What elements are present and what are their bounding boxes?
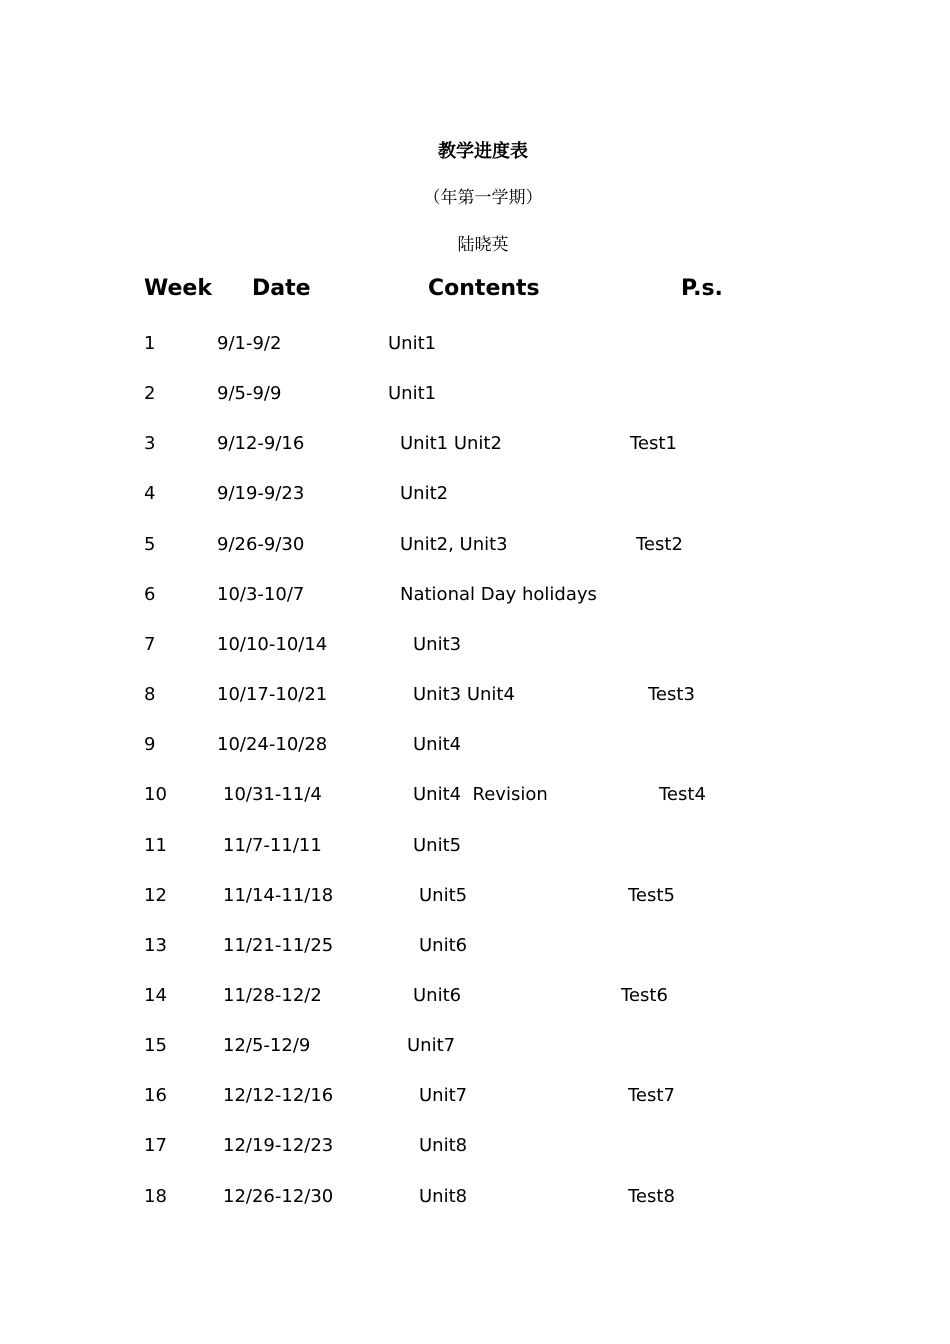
header-date: Date [252, 276, 311, 301]
table-row [0, 383, 950, 413]
cell-ps: Test7 [628, 1085, 675, 1107]
table-row [0, 1035, 950, 1065]
cell-week: 8 [144, 684, 156, 706]
cell-week: 16 [144, 1085, 167, 1107]
cell-ps: Test1 [630, 433, 677, 455]
document-author: 陆晓英 [457, 235, 509, 255]
cell-contents: Unit1 [388, 333, 437, 354]
table-row [0, 1135, 950, 1165]
cell-week: 13 [144, 934, 167, 956]
table-row [0, 483, 950, 513]
cell-contents: Unit1 [388, 383, 437, 405]
cell-contents: National Day holidays [400, 583, 597, 605]
cell-week: 2 [144, 383, 156, 405]
cell-date: 11/21-11/25 [223, 934, 334, 956]
cell-week: 10 [144, 784, 167, 806]
cell-contents: Unit6 [413, 984, 462, 1006]
cell-date: 11/7-11/11 [223, 834, 322, 856]
table-row [0, 885, 950, 915]
cell-contents: Unit2, Unit3 [400, 533, 508, 555]
header-contents: Contents [428, 276, 540, 301]
cell-date: 9/5-9/9 [217, 383, 282, 405]
cell-ps: Test6 [621, 984, 668, 1006]
cell-week: 7 [144, 633, 156, 655]
cell-week: 1 [144, 333, 156, 354]
cell-contents: Unit5 [413, 834, 462, 856]
cell-ps: Test4 [659, 784, 706, 806]
cell-contents: Unit4 Revision [413, 784, 548, 806]
cell-week: 14 [144, 984, 167, 1006]
cell-date: 9/1-9/2 [217, 333, 282, 354]
cell-date: 10/24-10/28 [217, 734, 328, 756]
cell-date: 12/12-12/16 [223, 1085, 334, 1107]
cell-contents: Unit3 [413, 633, 462, 655]
table-row [0, 985, 950, 1015]
cell-contents: Unit8 [419, 1185, 468, 1207]
cell-date: 12/5-12/9 [223, 1035, 311, 1057]
table-row [0, 1186, 950, 1216]
table-row [0, 634, 950, 664]
cell-week: 15 [144, 1035, 167, 1057]
table-row [0, 784, 950, 814]
cell-week: 3 [144, 433, 156, 455]
header-week: Week [144, 276, 212, 301]
cell-date: 12/19-12/23 [223, 1135, 334, 1157]
cell-date: 9/26-9/30 [217, 533, 305, 555]
table-row [0, 534, 950, 564]
table-row [0, 433, 950, 463]
cell-date: 12/26-12/30 [223, 1185, 334, 1207]
cell-ps: Test2 [636, 533, 683, 555]
cell-contents: Unit3 Unit4 [413, 684, 515, 706]
cell-week: 11 [144, 834, 167, 856]
cell-contents: Unit5 [419, 884, 468, 906]
table-row [0, 1085, 950, 1115]
cell-week: 12 [144, 884, 167, 906]
cell-week: 6 [144, 583, 156, 605]
document-subtitle: （年第一学期） [423, 188, 543, 208]
table-row [0, 835, 950, 865]
cell-ps: Test8 [628, 1185, 675, 1207]
header-ps: P.s. [681, 276, 723, 301]
cell-contents: Unit7 [419, 1085, 468, 1107]
cell-ps: Test5 [628, 884, 675, 906]
cell-contents: Unit8 [419, 1135, 468, 1157]
cell-date: 10/31-11/4 [223, 784, 322, 806]
cell-week: 4 [144, 483, 156, 505]
cell-date: 10/17-10/21 [217, 684, 328, 706]
cell-week: 18 [144, 1185, 167, 1207]
cell-date: 11/28-12/2 [223, 984, 322, 1006]
cell-week: 5 [144, 533, 156, 555]
table-row [0, 734, 950, 764]
cell-contents: Unit2 [400, 483, 449, 505]
cell-contents: Unit6 [419, 934, 468, 956]
cell-contents: Unit1 Unit2 [400, 433, 502, 455]
cell-week: 17 [144, 1135, 167, 1157]
document-title: 教学进度表 [438, 141, 528, 162]
table-row [0, 684, 950, 714]
cell-contents: Unit7 [407, 1035, 456, 1057]
table-row [0, 584, 950, 614]
cell-ps: Test3 [648, 684, 695, 706]
table-row [0, 935, 950, 965]
table-row [0, 333, 950, 363]
cell-date: 10/10-10/14 [217, 633, 328, 655]
cell-contents: Unit4 [413, 734, 462, 756]
cell-date: 10/3-10/7 [217, 583, 305, 605]
cell-date: 9/19-9/23 [217, 483, 305, 505]
cell-date: 9/12-9/16 [217, 433, 305, 455]
cell-date: 11/14-11/18 [223, 884, 334, 906]
cell-week: 9 [144, 734, 156, 756]
